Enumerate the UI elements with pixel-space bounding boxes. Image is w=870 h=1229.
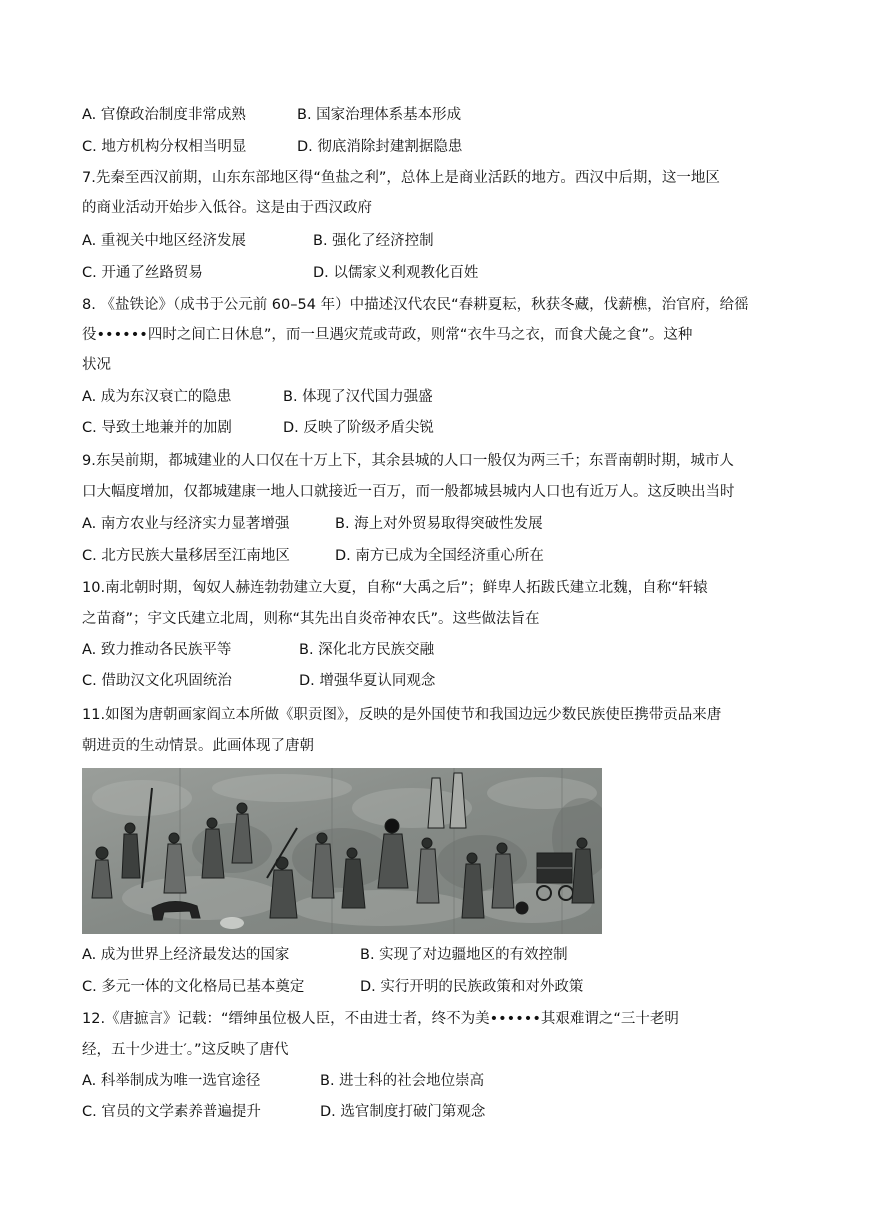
q9-stem-line-1: 9.东吴前期，都城建业的人口仅在十万上下，其余县城的人口一般仅为两三千；东晋南朝时期，城市人 — [82, 453, 734, 469]
q12-stem-line-1: 12.《唐摭言》记载：“缙绅虽位极人臣，不由进士者，终不为美••••••其艰难谓之“三十老明 — [82, 1011, 679, 1027]
q6-option-a: A. 官僚政治制度非常成熟 — [82, 107, 246, 123]
q10-option-d: D. 增强华夏认同观念 — [299, 673, 436, 689]
q11-stem-line-2: 朝进贡的生动情景。此画体现了唐朝 — [82, 738, 314, 754]
q11-option-a: A. 成为世界上经济最发达的国家 — [82, 947, 290, 963]
q12-number: 12. — [82, 1011, 106, 1027]
q11-option-d: D. 实行开明的民族政策和对外政策 — [360, 979, 584, 995]
q12-option-d: D. 选官制度打破门第观念 — [320, 1104, 486, 1120]
q10-stem-line-1: 10.南北朝时期，匈奴人赫连勃勃建立大夏，自称“大禹之后”；鲜卑人拓跋氏建立北魏，自称“轩辕 — [82, 580, 708, 596]
q8-option-d: D. 反映了阶级矛盾尖锐 — [283, 420, 434, 436]
q7-stem-line-1: 7.先秦至西汉前期，山东东部地区得“鱼盐之利”，总体上是商业活跃的地方。西汉中后期，这一地区 — [82, 170, 720, 186]
q7-stem-line-2: 的商业活动开始步入低谷。这是由于西汉政府 — [82, 200, 372, 216]
q9-number: 9. — [82, 453, 96, 469]
q8-stem-line-3: 状况 — [82, 357, 111, 373]
q10-stem-line-2: 之苗裔”；宇文氏建立北周，则称“其先出自炎帝神农氏”。这些做法旨在 — [82, 611, 540, 627]
q9-option-c: C. 北方民族大量移居至江南地区 — [82, 548, 290, 564]
q7-option-a: A. 重视关中地区经济发展 — [82, 233, 246, 249]
q12-option-a: A. 科举制成为唯一选官途径 — [82, 1073, 261, 1089]
q11-option-c: C. 多元一体的文化格局已基本奠定 — [82, 979, 305, 995]
q6-option-b: B. 国家治理体系基本形成 — [297, 107, 462, 123]
q7-option-d: D. 以儒家义利观教化百姓 — [313, 265, 479, 281]
q10-number: 10. — [82, 580, 106, 596]
q12-stem-line-2: 经，五十少进士′。”这反映了唐代 — [82, 1042, 289, 1058]
q7-option-b: B. 强化了经济控制 — [313, 233, 434, 249]
q9-stem-line-2: 口大幅度增加，仅都城建康一地人口就接近一百万，而一般都城县城内人口也有近万人。这反映出当时 — [82, 484, 735, 500]
q8-option-b: B. 体现了汉代国力强盛 — [283, 389, 433, 405]
q8-option-a: A. 成为东汉衰亡的隐患 — [82, 389, 232, 405]
q10-option-c: C. 借助汉文化巩固统治 — [82, 673, 232, 689]
tribute-painting-image — [82, 768, 602, 934]
q11-number: 11. — [82, 707, 106, 723]
q10-option-b: B. 深化北方民族交融 — [299, 642, 435, 658]
q6-option-d: D. 彻底消除封建割据隐患 — [297, 139, 463, 155]
q11-stem-line-1: 11.如图为唐朝画家阎立本所做《职贡图》，反映的是外国使节和我国边远少数民族使臣携带贡品来唐 — [82, 707, 722, 723]
q10-option-a: A. 致力推动各民族平等 — [82, 642, 232, 658]
q9-option-b: B. 海上对外贸易取得突破性发展 — [335, 516, 543, 532]
q12-option-c: C. 官员的文学素养普遍提升 — [82, 1104, 261, 1120]
q7-option-c: C. 开通了丝路贸易 — [82, 265, 203, 281]
q9-option-d: D. 南方已成为全国经济重心所在 — [335, 548, 544, 564]
q8-stem-line-1: 8. 《盐铁论》（成书于公元前 60–54 年）中描述汉代农民“春耕夏耘，秋获冬藏，伐薪樵，治官府，给徭 — [82, 297, 749, 313]
q7-number: 7. — [82, 170, 96, 186]
q8-option-c: C. 导致土地兼并的加剧 — [82, 420, 232, 436]
q8-number: 8. — [82, 297, 96, 313]
q8-stem-line-2: 役••••••四时之间亡日休息”，而一旦遇灾荒或苛政，则常“衣牛马之衣，而食犬彘之食”。这种 — [82, 327, 693, 343]
q11-option-b: B. 实现了对边疆地区的有效控制 — [360, 947, 568, 963]
q9-option-a: A. 南方农业与经济实力显著增强 — [82, 516, 290, 532]
q12-option-b: B. 进士科的社会地位崇高 — [320, 1073, 485, 1089]
q6-option-c: C. 地方机构分权相当明显 — [82, 139, 247, 155]
